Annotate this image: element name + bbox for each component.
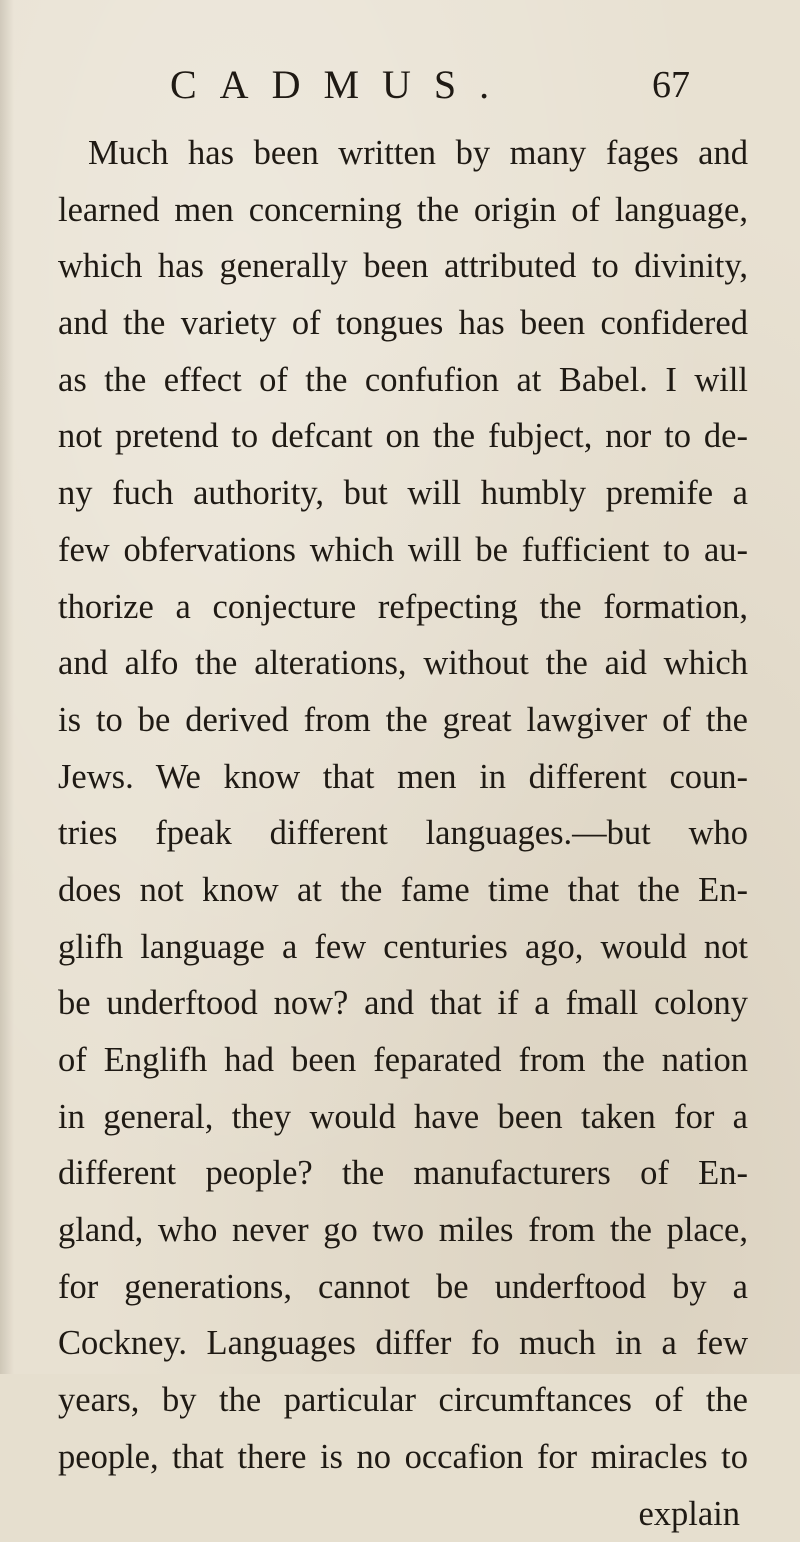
text-line: does not know at the fame time that the En- xyxy=(58,862,748,919)
text-line: and the variety of tongues has been confidered xyxy=(58,295,748,352)
text-line: Cockney. Languages differ fo much in a few xyxy=(58,1315,748,1372)
text-line: people, that there is no occafion for miracles to xyxy=(58,1429,748,1486)
text-line: is to be derived from the great lawgiver of the xyxy=(58,692,748,749)
text-line: tries fpeak different languages.—but who xyxy=(58,805,748,862)
page-header xyxy=(170,62,690,108)
text-line: as the effect of the confufion at Babel. I will xyxy=(58,352,748,409)
text-line: learned men concerning the origin of language, xyxy=(58,182,748,239)
text-line: and alfo the alterations, without the aid which xyxy=(58,635,748,692)
text-line: of Englifh had been feparated from the nation xyxy=(58,1032,748,1089)
text-line: which has generally been attributed to divinity, xyxy=(58,238,748,295)
text-line: Jews. We know that men in different coun- xyxy=(58,749,748,806)
text-line: be underftood now? and that if a fmall colony xyxy=(58,975,748,1032)
text-line: few obfervations which will be fufficient to au- xyxy=(58,522,748,579)
body-text xyxy=(58,125,748,1542)
text-line: different people? the manufacturers of En- xyxy=(58,1145,748,1202)
text-line: in general, they would have been taken for a xyxy=(58,1089,748,1146)
text-line: for generations, cannot be underftood by a xyxy=(58,1259,748,1316)
text-line: thorize a conjecture refpecting the formation, xyxy=(58,579,748,636)
text-line: years, by the particular circumftances of the xyxy=(58,1372,748,1429)
catchword: explain xyxy=(58,1486,748,1542)
text-line: Much has been written by many fages and xyxy=(58,125,748,182)
text-line: ny fuch authority, but will humbly premife a xyxy=(58,465,748,522)
page-binding-shadow xyxy=(0,0,14,1374)
text-line: gland, who never go two miles from the place, xyxy=(58,1202,748,1259)
text-line: not pretend to defcant on the fubject, nor to de- xyxy=(58,408,748,465)
page-number: 67 xyxy=(652,62,690,108)
text-line: glifh language a few centuries ago, would not xyxy=(58,919,748,976)
running-head: CADMUS. xyxy=(170,62,512,108)
